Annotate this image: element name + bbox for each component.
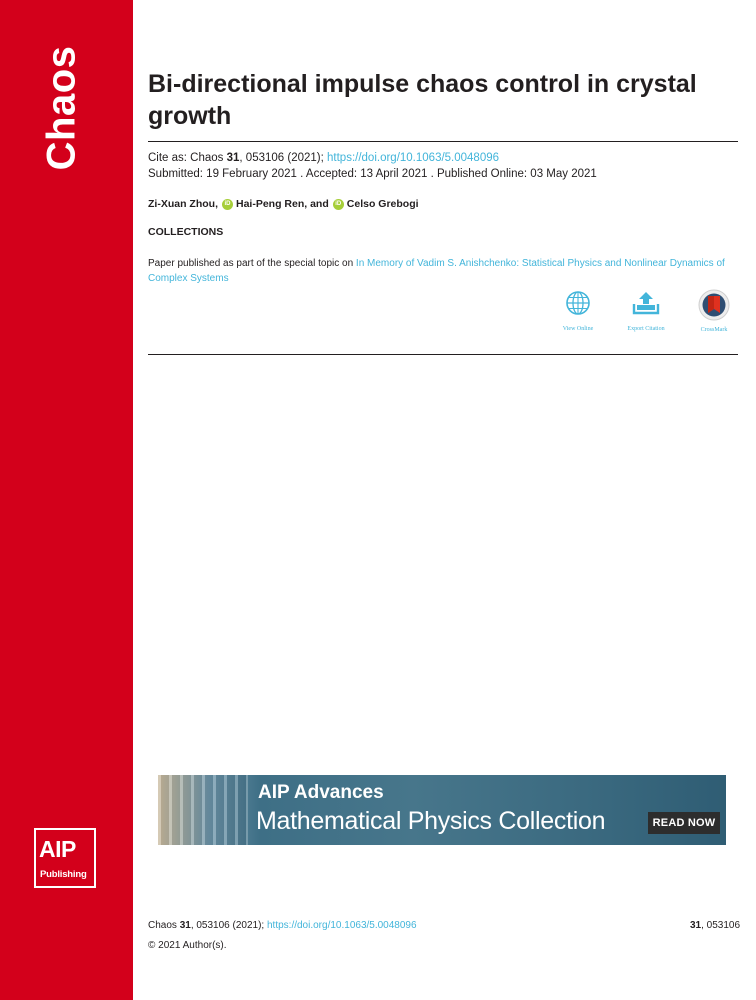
footer-citation [148,920,417,931]
aip-publishing-logo[interactable] [34,828,96,888]
export-citation-button[interactable] [616,290,676,332]
bottom-divider [148,354,738,355]
collections-heading: COLLECTIONS [148,226,224,238]
author-ren[interactable]: Hai-Peng Ren, and [236,198,329,210]
banner-collection-title: Mathematical Physics Collection [256,807,606,835]
orcid-icon[interactable]: iD [333,199,344,210]
crossmark-label: CrossMark [700,327,728,333]
author-grebogi[interactable]: Celso Grebogi [346,198,419,210]
footer-volume: 31 [179,920,191,931]
orcid-icon[interactable]: iD [222,199,233,210]
author-list [148,198,419,210]
special-topic-link[interactable]: In Memory of Vadim S. Anishchenko: Statistical Physics and Nonlinear Dynamics of Complex Systems [148,258,725,284]
copyright-notice: © 2021 Author(s). [148,940,227,951]
footer-page-ref [690,920,740,931]
cite-rest: , 053106 (2021); [239,152,328,164]
cite-line [148,152,499,164]
author-zhou[interactable]: Zi-Xuan Zhou, [148,198,218,210]
special-topic-prefix: Paper published as part of the special topic on [148,258,356,269]
footer-doi-link[interactable]: https://doi.org/10.1063/5.0048096 [266,920,417,931]
view-online-button[interactable] [548,290,608,332]
advert-banner[interactable] [158,775,726,845]
doi-link[interactable]: https://doi.org/10.1063/5.0048096 [327,152,500,164]
cite-volume: 31 [226,152,240,164]
article-title: Bi-directional impulse chaos control in crystal growth [148,70,697,130]
top-divider [148,141,738,142]
cite-prefix: Cite as: Chaos [148,152,227,164]
journal-name: Chaos [39,45,84,171]
export-icon [631,290,661,316]
globe-icon [565,290,591,316]
banner-graphic [158,775,248,845]
special-topic-note [148,256,738,286]
sidebar [0,0,133,1000]
crossmark-button[interactable] [684,289,744,333]
footer-rest: , 053106 (2021); [190,920,267,931]
aip-logo-text: AIP [39,836,76,862]
publication-dates: Submitted: 19 February 2021 . Accepted: 13 April 2021 . Published Online: 03 May 2021 [148,168,597,180]
footer-right-rest: , 053106 [701,920,741,931]
footer-right-volume: 31 [690,920,702,931]
view-online-label: View Online [562,326,594,332]
read-now-button[interactable]: READ NOW [648,812,720,834]
banner-journal-title: AIP Advances [258,782,384,803]
publishing-logo-text: Publishing [40,869,87,880]
footer-journal: Chaos [148,920,180,931]
export-citation-label: Export Citation [627,326,665,332]
crossmark-icon [698,289,730,321]
